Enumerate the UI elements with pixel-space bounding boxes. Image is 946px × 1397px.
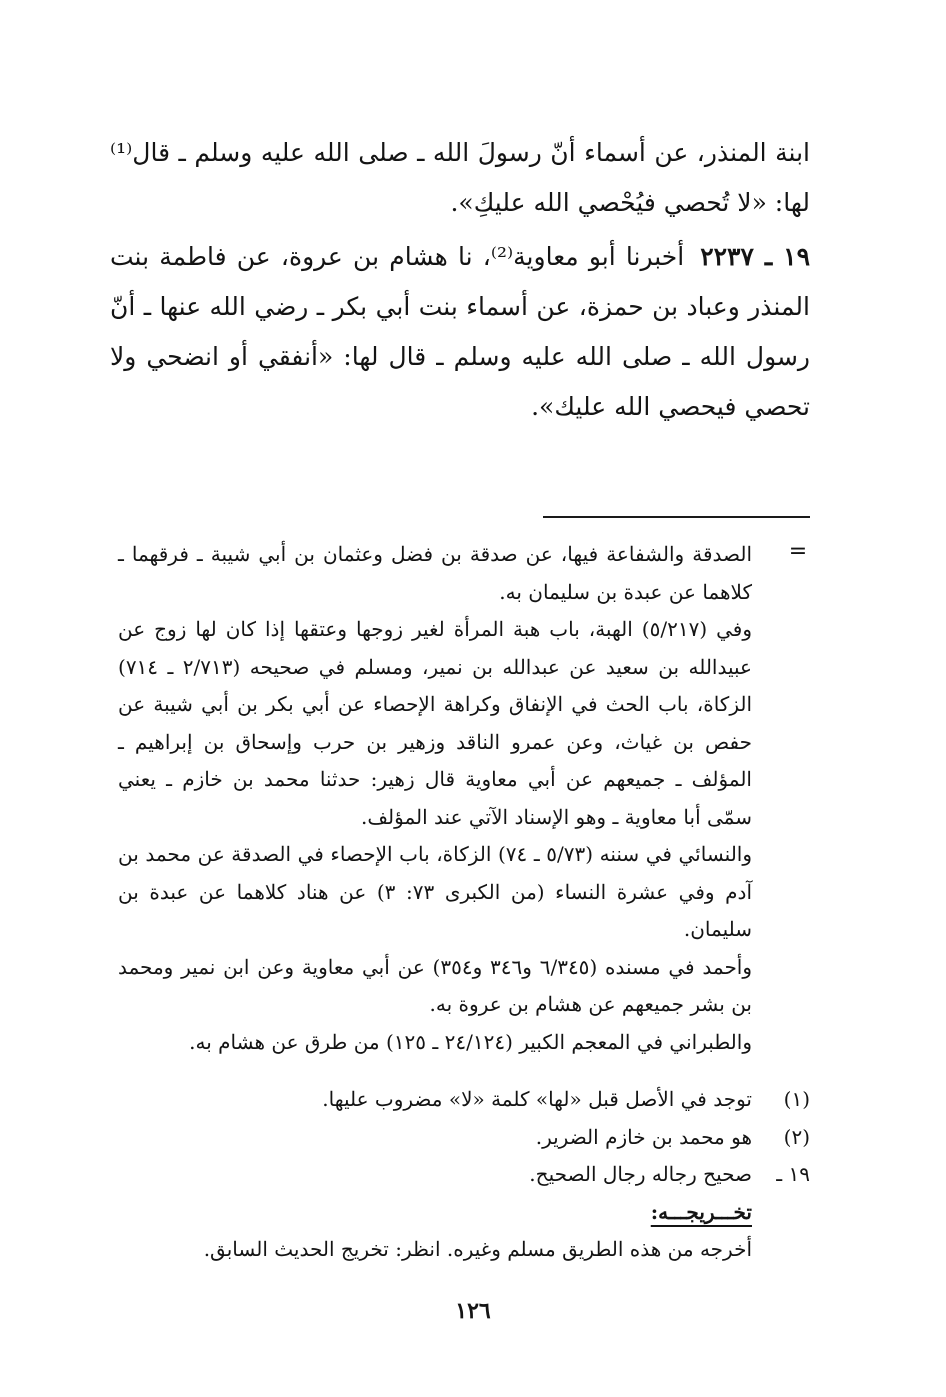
note-text: صحيح رجاله رجال الصحيح. — [529, 1162, 752, 1186]
note-marker: ١٩ ـ — [776, 1162, 810, 1186]
note-marker: (٢) — [783, 1124, 810, 1149]
footnote-note — [118, 1081, 810, 1119]
note-text: توجد في الأصل قبل «لها» كلمة «لا» مضروب عليها. — [322, 1087, 752, 1111]
main-text — [110, 128, 810, 432]
footnote-paragraph: والطبراني في المعجم الكبير (٢٤/١٢٤ ـ ١٢٥) من طرق عن هشام به. — [189, 1029, 752, 1054]
footnote-paragraph: وفي (٥/٢١٧) الهبة، باب هبة المرأة لغير زوجها وعتقها إذا كان لها زوج عن عبيدالله بن سعيد عن عبدالله بن نمير، ومسلم في صحيحه (٢/٧١٣ ـ ٧١٤) الزكاة، باب الحث في الإنفاق وكراهة الإحصاء عن أبي بكر بن أبي شيبة عن حفص بن غياث، وعن عمرو الناقد وزهير بن حرب وإسحاق بن إبراهيم ـ المؤلف ـ جميعهم عن أبي معاوية قال زهير: حدثنا محمد بن خازم ـ يعني سمّى أبا معاوية ـ وهو الإسناد الآتي عند المؤلف. — [118, 617, 752, 829]
footnote-paragraph: الصدقة والشفاعة فيها، عن صدقة بن فضل وعثمان بن أبي شيبة ـ فرقهما ـ كلاهما عن عبدة بن سليمان به. — [118, 542, 752, 604]
note-marker: (١) — [783, 1087, 810, 1111]
hadith-number: ١٩ ـ ٢٢٣٧ — [700, 242, 810, 271]
footnote-paragraph: وأحمد في مسنده (٦/٣٤٥ و٣٤٦ و٣٥٤) عن أبي معاوية وعن ابن نمير ومحمد بن بشر جميعهم عن هشام بن عروة به. — [118, 954, 753, 1016]
main-paragraph-2 — [110, 232, 810, 432]
footnote-note — [118, 1119, 810, 1157]
takhrij-heading: تخـــريجـــه: — [650, 1199, 752, 1224]
footnote-paragraph: والنسائي في سننه (٥/٧٣ ـ ٧٤) الزكاة، باب الإحصاء في الصدقة عن محمد بن آدم وفي عشرة النساء (من الكبرى ٧٣: ٣) عن هناد كلاهما عن عبدة بن سليمان. — [118, 842, 753, 941]
main-paragraph-1: ابنة المنذر، عن أسماء أنّ رسولَ الله ـ صلى الله عليه وسلم ـ قال⁽¹⁾ لها: «لا تُحصي فيُحْصي الله عليكِ». — [110, 138, 810, 217]
note-text: هو محمد بن خازم الضرير. — [535, 1124, 752, 1149]
footnote-separator — [543, 516, 810, 518]
page-number: ١٢٦ — [455, 1298, 491, 1324]
footnote-continuation — [118, 536, 752, 1061]
footnote-notes — [118, 1081, 810, 1269]
hadith-text: أخبرنا أبو معاوية⁽²⁾، نا هشام بن عروة، عن فاطمة بنت المنذر وعباد بن حمزة، عن أسماء بنت أبي بكر ـ رضي الله عنها ـ أنّ رسول الله ـ صلى الله عليه وسلم ـ قال لها: «أنفقي أو انضحي ولا تحصي فيحصي الله عليك». — [110, 242, 810, 421]
takhrij-text: أخرجه من هذه الطريق مسلم وغيره. انظر: تخريج الحديث السابق. — [203, 1237, 752, 1261]
footnote-note — [118, 1156, 810, 1194]
footnote-continued-marker: = — [788, 539, 808, 564]
